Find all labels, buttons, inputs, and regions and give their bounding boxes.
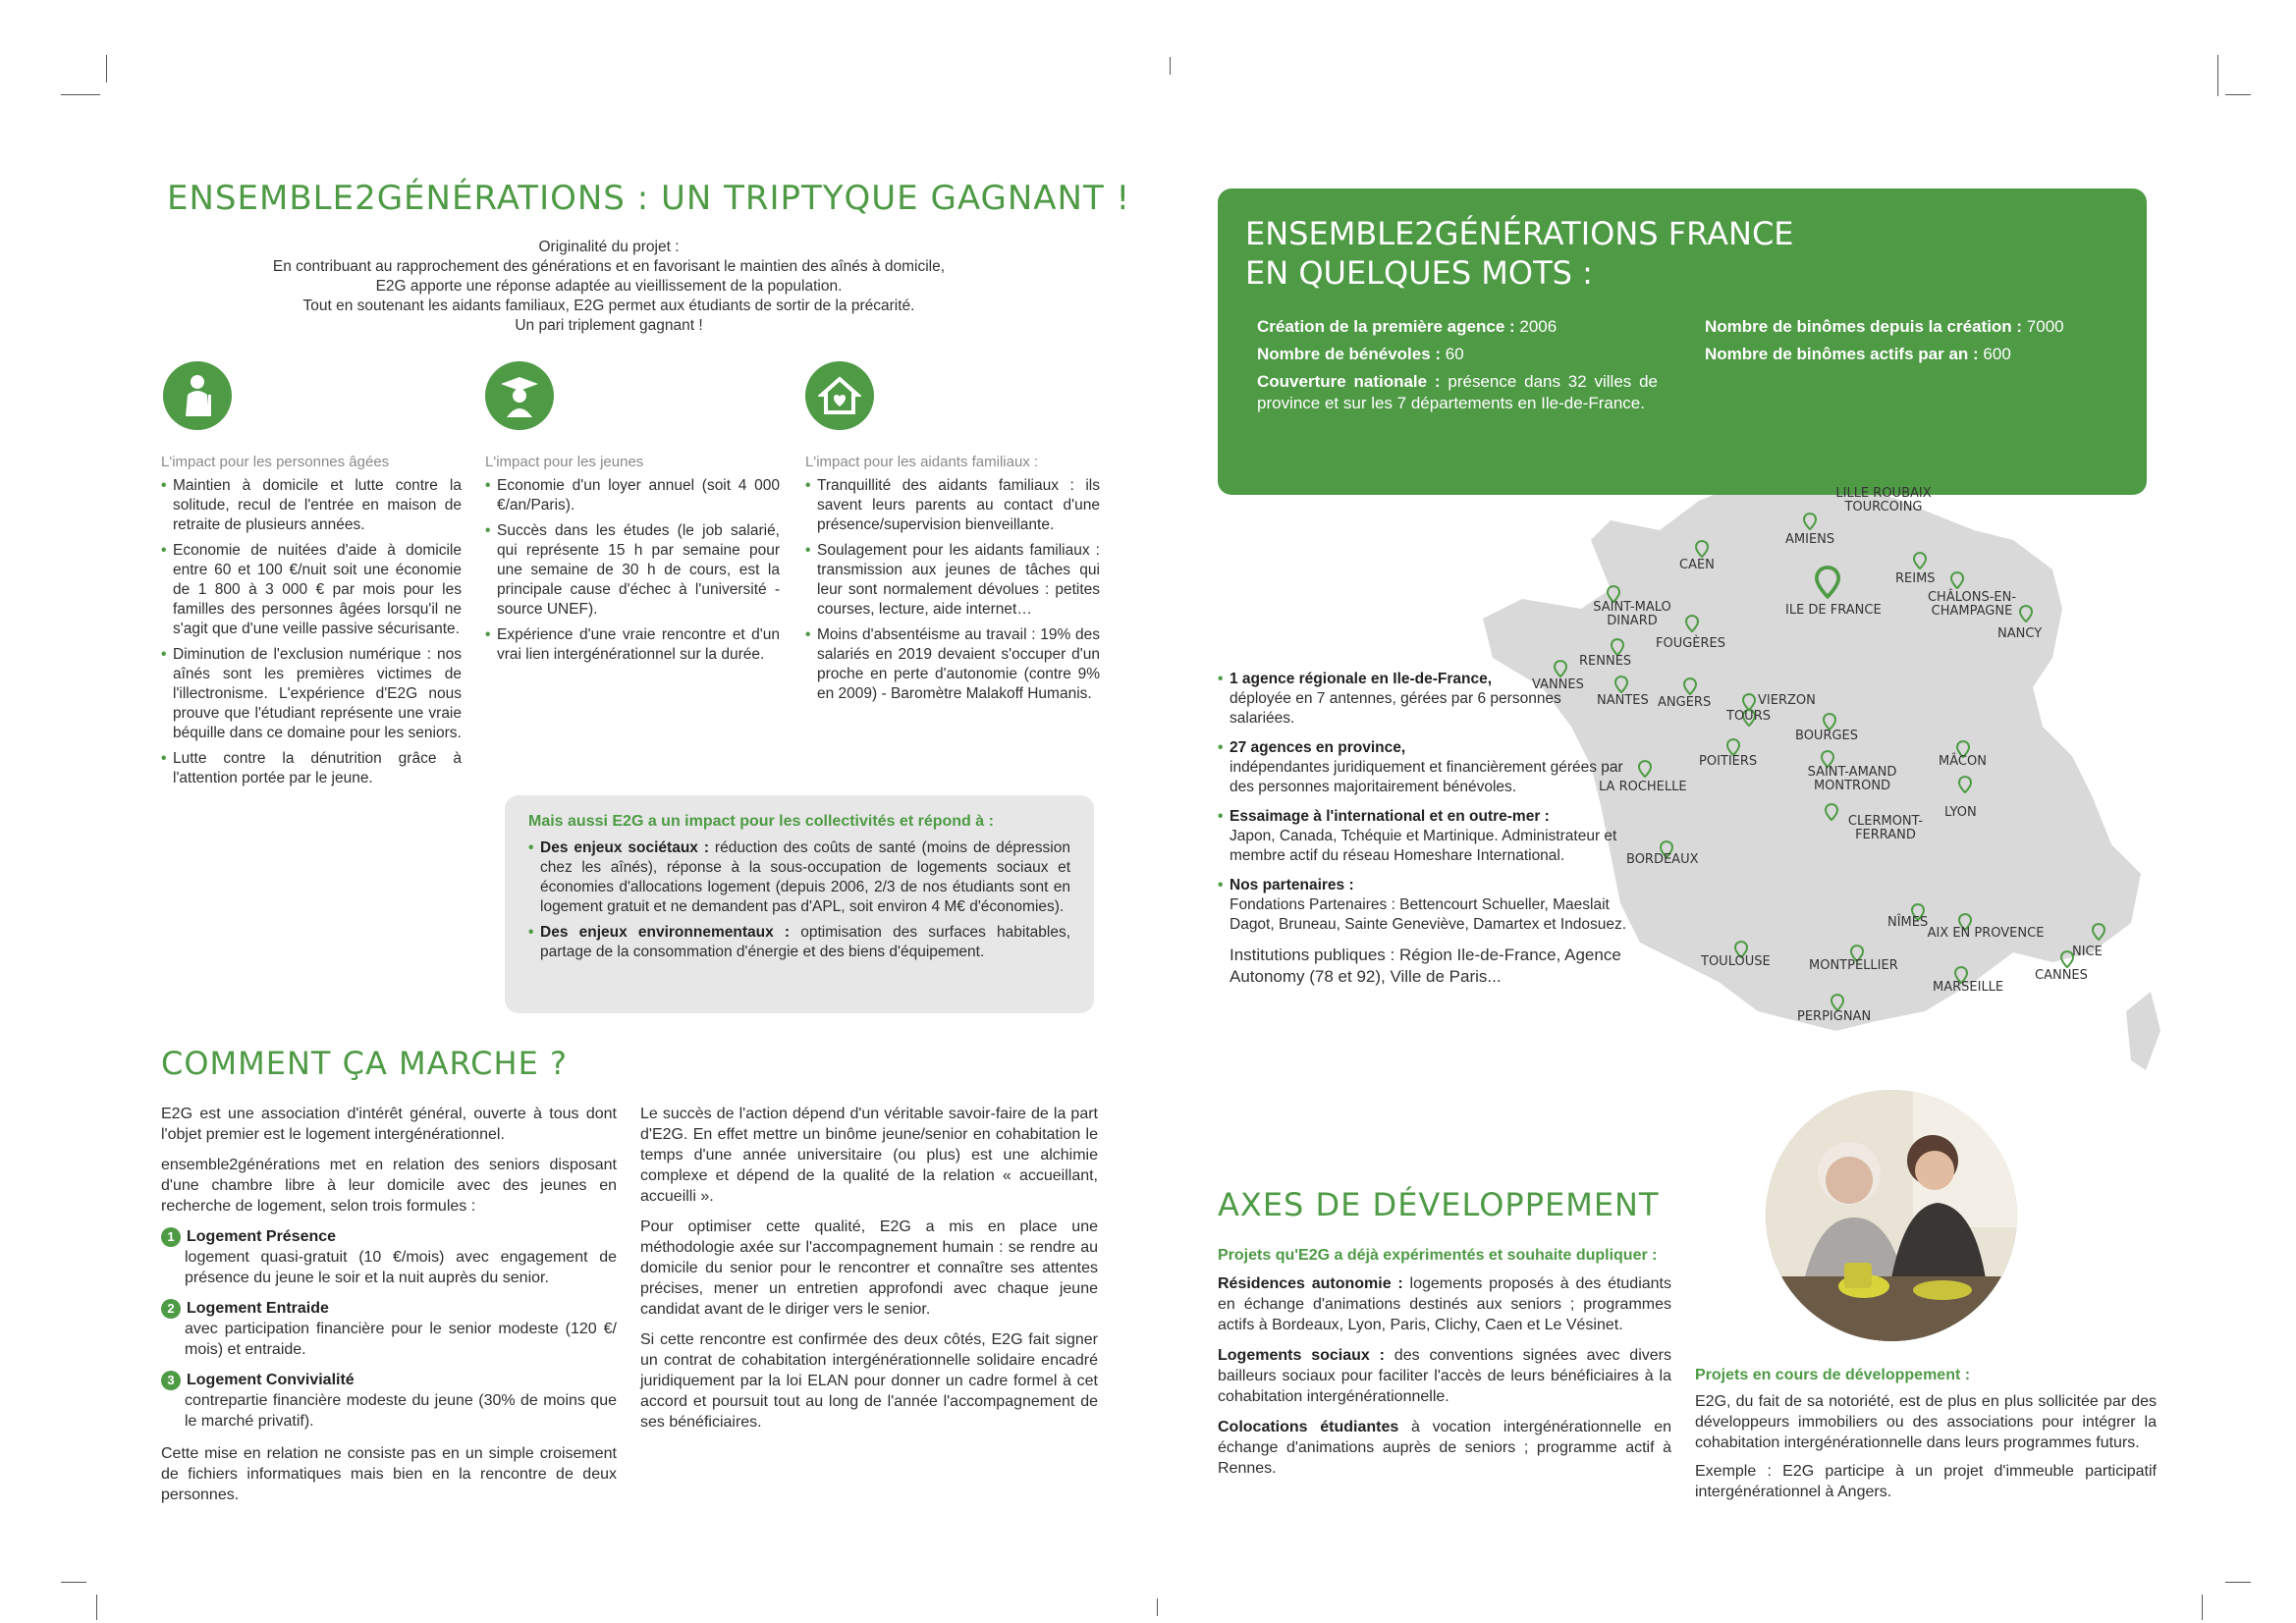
- impact-column-youth: [485, 454, 780, 671]
- item-text: optimisation des surfaces habitables, partage de la consommation d'énergie et des biens d'équipement.: [540, 924, 1070, 960]
- city-label: FOUGÈRES: [1656, 636, 1726, 651]
- formule-text: avec participation financière pour le senior modeste (120 €/ mois) et entraide.: [185, 1321, 617, 1358]
- graduate-icon: [485, 361, 554, 430]
- fact-label: Nombre de binômes actifs par an :: [1705, 345, 1979, 363]
- city-label: SAINT-AMAND MONTROND: [1807, 765, 1897, 793]
- list-item: • Moins d'absentéisme au travail : 19% des salariés en 2019 devaient s'occuper d'un proche en perte d'autonomie (contre 9% en 2009) - Baromètre Malakoff Humanis.: [805, 625, 1100, 704]
- list-item: • Tranquillité des aidants familiaux : ils savent leurs parents au contact d'une présence/supervision bienveillante.: [805, 476, 1100, 535]
- axes-item: [1218, 1273, 1671, 1335]
- column-heading: L'impact pour les personnes âgées: [161, 454, 390, 470]
- city-label: REIMS: [1895, 571, 1936, 586]
- fact: [1245, 316, 1658, 338]
- axes-left-column: [1218, 1245, 1671, 1479]
- fact: [1693, 344, 2125, 365]
- city-label: POITIERS: [1699, 754, 1758, 769]
- intro-text: [196, 238, 1021, 336]
- how-left-column: [161, 1104, 617, 1505]
- institutions: Institutions publiques : Région Ile-de-France, Agence Autonomy (78 et 92), Ville de Paris...: [1230, 946, 1621, 986]
- fact-label: Création de la première agence :: [1257, 317, 1515, 336]
- fact: [1693, 316, 2125, 338]
- map-pin-icon: [1856, 469, 1870, 487]
- map-pin-icon: [2019, 605, 2033, 622]
- formule-title: Logement Convivialité: [187, 1372, 355, 1388]
- network-text: Fondations Partenaires : Bettencourt Schueller, Maeslait Dagot, Bruneau, Sainte Geneviève, Damartex et Indosuez.: [1230, 896, 1627, 933]
- formule: [161, 1298, 617, 1360]
- formule-text: logement quasi-gratuit (10 €/mois) avec engagement de présence du jeune le soir et la nuit auprès du senior.: [185, 1249, 617, 1286]
- city-label: LYON: [1944, 805, 1977, 820]
- heart-house-icon: [805, 361, 874, 430]
- formule-title: Logement Entraide: [187, 1300, 329, 1317]
- triptyque-title: ENSEMBLE2GÉNÉRATIONS : UN TRIPTYQUE GAGNANT !: [167, 179, 1131, 218]
- paragraph: E2G est une association d'intérêt général, ouverte à tous dont l'objet premier est le logement intergénérationnel.: [161, 1106, 617, 1143]
- axes-item-label: Résidences autonomie :: [1218, 1275, 1403, 1292]
- map-pin-icon: [1958, 776, 1972, 793]
- city-label: AMIENS: [1785, 532, 1835, 547]
- city-label: ILE DE FRANCE: [1785, 603, 1882, 618]
- elderly-icon: [163, 361, 232, 430]
- intro-line: Originalité du projet :: [538, 239, 680, 255]
- fact-value: 2006: [1514, 317, 1558, 336]
- map-pin-icon: [2092, 923, 2105, 941]
- list-item: • Expérience d'une vraie rencontre et d'un vrai lien intergénérationnel sur la durée.: [485, 625, 780, 665]
- city-label: NANTES: [1597, 693, 1649, 708]
- axes-item-text: à vocation intergénérationnelle en échange d'animations auprès de seniors ; programme actif à Rennes.: [1218, 1419, 1671, 1477]
- list-item: • Soulagement pour les aidants familiaux : transmission aux jeunes de tâches qui leur sont normalement dévolues : petites courses, lecture, aide internet…: [805, 541, 1100, 620]
- list-item: • Succès dans les études (le job salarié, qui représente 15 h par semaine pour une semaine de 30 h de cours, est la principale cause d'échec à l'université - source UNEF).: [485, 521, 780, 620]
- facts-left: [1245, 316, 1658, 420]
- city-label: TOURS: [1726, 709, 1771, 724]
- collectivites-title: Mais aussi E2G a un impact pour les collectivités et répond à :: [528, 813, 994, 830]
- collectivites-box: [505, 795, 1094, 1013]
- paragraph: Cette mise en relation ne consiste pas en un simple croisement de fichiers informatiques mais bien en la rencontre de deux personnes.: [161, 1445, 617, 1503]
- box-title: [1245, 214, 1794, 293]
- axes-subtitle: Projets qu'E2G a déjà expérimentés et souhaite dupliquer :: [1218, 1247, 1658, 1264]
- intro-line: Un pari triplement gagnant !: [515, 317, 703, 334]
- intro-line: En contribuant au rapprochement des générations et en favorisant le maintien des aînés à domicile,: [272, 258, 946, 275]
- formule-text: contrepartie financière modeste du jeune (30% de moins que le marché privatif).: [185, 1392, 617, 1430]
- axes-item-label: Logements sociaux :: [1218, 1347, 1385, 1364]
- paragraph: Pour optimiser cette qualité, E2G a mis en place une méthodologie axée sur l'accompagnement humain : se rendre au domicile du senior pour le rencontrer et connaître ses attentes précises, mener un entretien approfondi avec chaque jeune candidat avant de le diriger vers le senior.: [640, 1218, 1098, 1318]
- intro-line: Tout en soutenant les aidants familiaux, E2G permet aux étudiants de sortir de la précarité.: [302, 298, 915, 314]
- key-figures-box: [1218, 189, 2147, 495]
- map-pin-icon: [1683, 677, 1697, 695]
- city-label: CANNES: [2035, 968, 2088, 983]
- network-item: [1218, 807, 1630, 866]
- fact-label: Nombre de binômes depuis la création :: [1705, 317, 2023, 336]
- city-label: MÂCON: [1939, 754, 1987, 769]
- column-heading: L'impact pour les aidants familiaux :: [805, 454, 1039, 470]
- formule-title: Logement Présence: [187, 1228, 337, 1245]
- fact-value: 600: [1978, 345, 2011, 363]
- list-item: • Diminution de l'exclusion numérique : nos aînés sont les premières victimes de l'illectronisme. L'expérience d'E2G nous prouve que l'étudiant représente une vraie béquille dans ce domaine pour les seniors.: [161, 645, 462, 743]
- map-pin-icon: [1815, 566, 1840, 599]
- axes-item-label: Colocations étudiantes: [1218, 1419, 1399, 1435]
- city-label: BOURGES: [1795, 729, 1859, 743]
- paragraph: Si cette rencontre est confirmée des deux côtés, E2G fait signer un contrat de cohabitation intergénérationnelle solidaire encadré juridiquement par la loi ELAN pour donner un cadre formel à cet accord et poursuit tout au long de l'année l'accompagnement de ses bénéficiaires.: [640, 1331, 1098, 1431]
- fact-value: 60: [1441, 345, 1464, 363]
- box-title-line: EN QUELQUES MOTS :: [1245, 254, 1593, 292]
- list-item: [528, 839, 1070, 917]
- city-label: LILLE ROUBAIX TOURCOING: [1835, 486, 1932, 514]
- map-pin-icon: [1554, 660, 1567, 677]
- network-label: • 27 agences en province,: [1230, 739, 1406, 756]
- city-label: RENNES: [1579, 654, 1632, 669]
- formule-number: 2: [161, 1299, 181, 1319]
- impact-column-carers: [805, 454, 1100, 710]
- list-item: [528, 923, 1070, 962]
- fact-label: Couverture nationale :: [1257, 372, 1441, 391]
- paragraph: ensemble2générations met en relation des seniors disposant d'une chambre libre à leur domicile avec des jeunes en recherche de logement, selon trois formules :: [161, 1157, 617, 1215]
- map-pin-icon: [1913, 552, 1927, 569]
- how-title: COMMENT ÇA MARCHE ?: [161, 1045, 568, 1082]
- column-heading: L'impact pour les jeunes: [485, 454, 644, 470]
- city-label: CAEN: [1679, 558, 1715, 572]
- city-label: BORDEAUX: [1626, 852, 1699, 867]
- axes-item: [1218, 1345, 1671, 1407]
- network-label: • Nos partenaires :: [1230, 877, 1354, 893]
- map-pin-icon: [1614, 676, 1628, 693]
- city-label: VANNES: [1532, 677, 1584, 692]
- city-label: AIX EN PROVENCE: [1927, 926, 2045, 941]
- city-label: VIERZON: [1758, 693, 1816, 708]
- city-label: LA ROCHELLE: [1599, 780, 1687, 794]
- fact: [1245, 371, 1658, 414]
- list-item: • Maintien à domicile et lutte contre la solitude, recul de l'entrée en maison de retraite de plusieurs années.: [161, 476, 462, 535]
- axes-item: [1218, 1417, 1671, 1479]
- how-right-column: [640, 1104, 1098, 1433]
- formule: [161, 1226, 617, 1288]
- axes-item-text: logements proposés à des étudiants en échange d'animations destinés aux seniors ; programmes actifs à Bordeaux, Lyon, Paris, Clichy, Caen et Le Vésinet.: [1218, 1275, 1672, 1333]
- axes-subtitle: Projets en cours de développement :: [1695, 1367, 1971, 1383]
- fact-value: présence dans 32 villes de province et sur les 7 départements en Ile-de-France.: [1257, 372, 1658, 412]
- city-label: MONTPELLIER: [1809, 958, 1898, 973]
- photo-senior-student: [1766, 1090, 2017, 1341]
- network-item: [1218, 738, 1630, 797]
- network-label: • 1 agence régionale en Ile-de-France,: [1230, 671, 1493, 687]
- network-text: déployée en 7 antennes, gérées par 6 personnes salariées.: [1230, 690, 1561, 727]
- list-item: • Lutte contre la dénutrition grâce à l'attention portée par le jeune.: [161, 749, 462, 788]
- item-label: Des enjeux environnementaux :: [540, 924, 791, 941]
- map-pin-icon: [2060, 950, 2074, 968]
- city-label: ANGERS: [1658, 695, 1712, 710]
- box-title-line: ENSEMBLE2GÉNÉRATIONS FRANCE: [1245, 215, 1794, 252]
- formule-number: 1: [161, 1227, 181, 1247]
- fact-label: Nombre de bénévoles :: [1257, 345, 1442, 363]
- city-label: NÎMES: [1887, 915, 1929, 930]
- map-pin-icon: [1950, 571, 1964, 589]
- map-pin-icon: [1803, 513, 1817, 530]
- network-list: [1218, 670, 1630, 988]
- network-item: [1218, 876, 1630, 935]
- city-label: SAINT-MALO DINARD: [1593, 600, 1671, 628]
- intro-line: E2G apporte une réponse adaptée au vieillissement de la population.: [375, 278, 843, 295]
- network-label: • Essaimage à l'international et en outre-mer :: [1230, 808, 1550, 825]
- paragraph: Le succès de l'action dépend d'un véritable savoir-faire de la part d'E2G. En effet mettre un binôme jeune/senior en cohabitation le temps d'une année universitaire (ou plus) est une alchimie complexe et dépend de la qualité de la relation « accueillant, accueilli ».: [640, 1106, 1098, 1205]
- facts-right: [1693, 316, 2125, 371]
- city-label: TOULOUSE: [1701, 954, 1771, 969]
- axes-right-column: [1695, 1365, 2157, 1502]
- network-text: indépendantes juridiquement et financièrement gérées par des personnes majoritairement bénévoles.: [1230, 759, 1623, 795]
- item-label: Des enjeux sociétaux :: [540, 839, 709, 856]
- map-pin-icon: [1685, 615, 1699, 632]
- photo-illustration: [1766, 1090, 2017, 1341]
- paragraph: Exemple : E2G participe à un projet d'immeuble participatif intergénérationnel à Angers.: [1695, 1463, 2157, 1500]
- formule: [161, 1370, 617, 1432]
- city-label: NICE: [2072, 945, 2103, 959]
- city-label: CHÂLONS-EN-CHAMPAGNE: [1927, 590, 2017, 619]
- axes-title: AXES DE DÉVELOPPEMENT: [1218, 1186, 1660, 1223]
- formule-number: 3: [161, 1371, 181, 1390]
- fact-value: 7000: [2022, 317, 2064, 336]
- item-text: réduction des coûts de santé (moins de dépression chez les aînés), réponse à la sous-occupation de logements sociaux et économies d'allocations logement (depuis 2006, 2/3 de nos étudiants sont en logement gratuit et ne demandent pas d'APL, soit environ 4 M€ d'économies).: [540, 839, 1070, 915]
- list-item: • Economie d'un loyer annuel (soit 4 000 €/an/Paris).: [485, 476, 780, 515]
- paragraph: E2G, du fait de sa notoriété, est de plus en plus sollicitée par des développeurs immobiliers ou des associations pour intégrer la cohabitation intergénérationnelle dans leurs programmes futurs.: [1695, 1393, 2157, 1451]
- list-item: • Economie de nuitées d'aide à domicile entre 60 et 100 €/nuit soit une économie de 1 800 à 3 000 € par mois pour les familles des personnes âgées lorsqu'il ne s'agit que d'une veille passive sécurisante.: [161, 541, 462, 639]
- network-text: Japon, Canada, Tchéquie et Martinique. Administrateur et membre actif du réseau Homeshare International.: [1230, 828, 1617, 864]
- impact-column-seniors: [161, 454, 462, 794]
- fact: [1245, 344, 1658, 365]
- map-pin-icon: [1695, 540, 1709, 558]
- city-label: MARSEILLE: [1933, 980, 2004, 995]
- city-label: CLERMONT-FERRAND: [1847, 814, 1924, 842]
- city-label: PERPIGNAN: [1797, 1009, 1872, 1024]
- city-label: NANCY: [1997, 626, 2043, 641]
- axes-item-text: des conventions signées avec divers bailleurs sociaux pour faciliter l'accès de leurs bénéficiaires à la cohabitation intergénérationnelle.: [1218, 1347, 1671, 1405]
- map-pin-icon: [1638, 760, 1652, 778]
